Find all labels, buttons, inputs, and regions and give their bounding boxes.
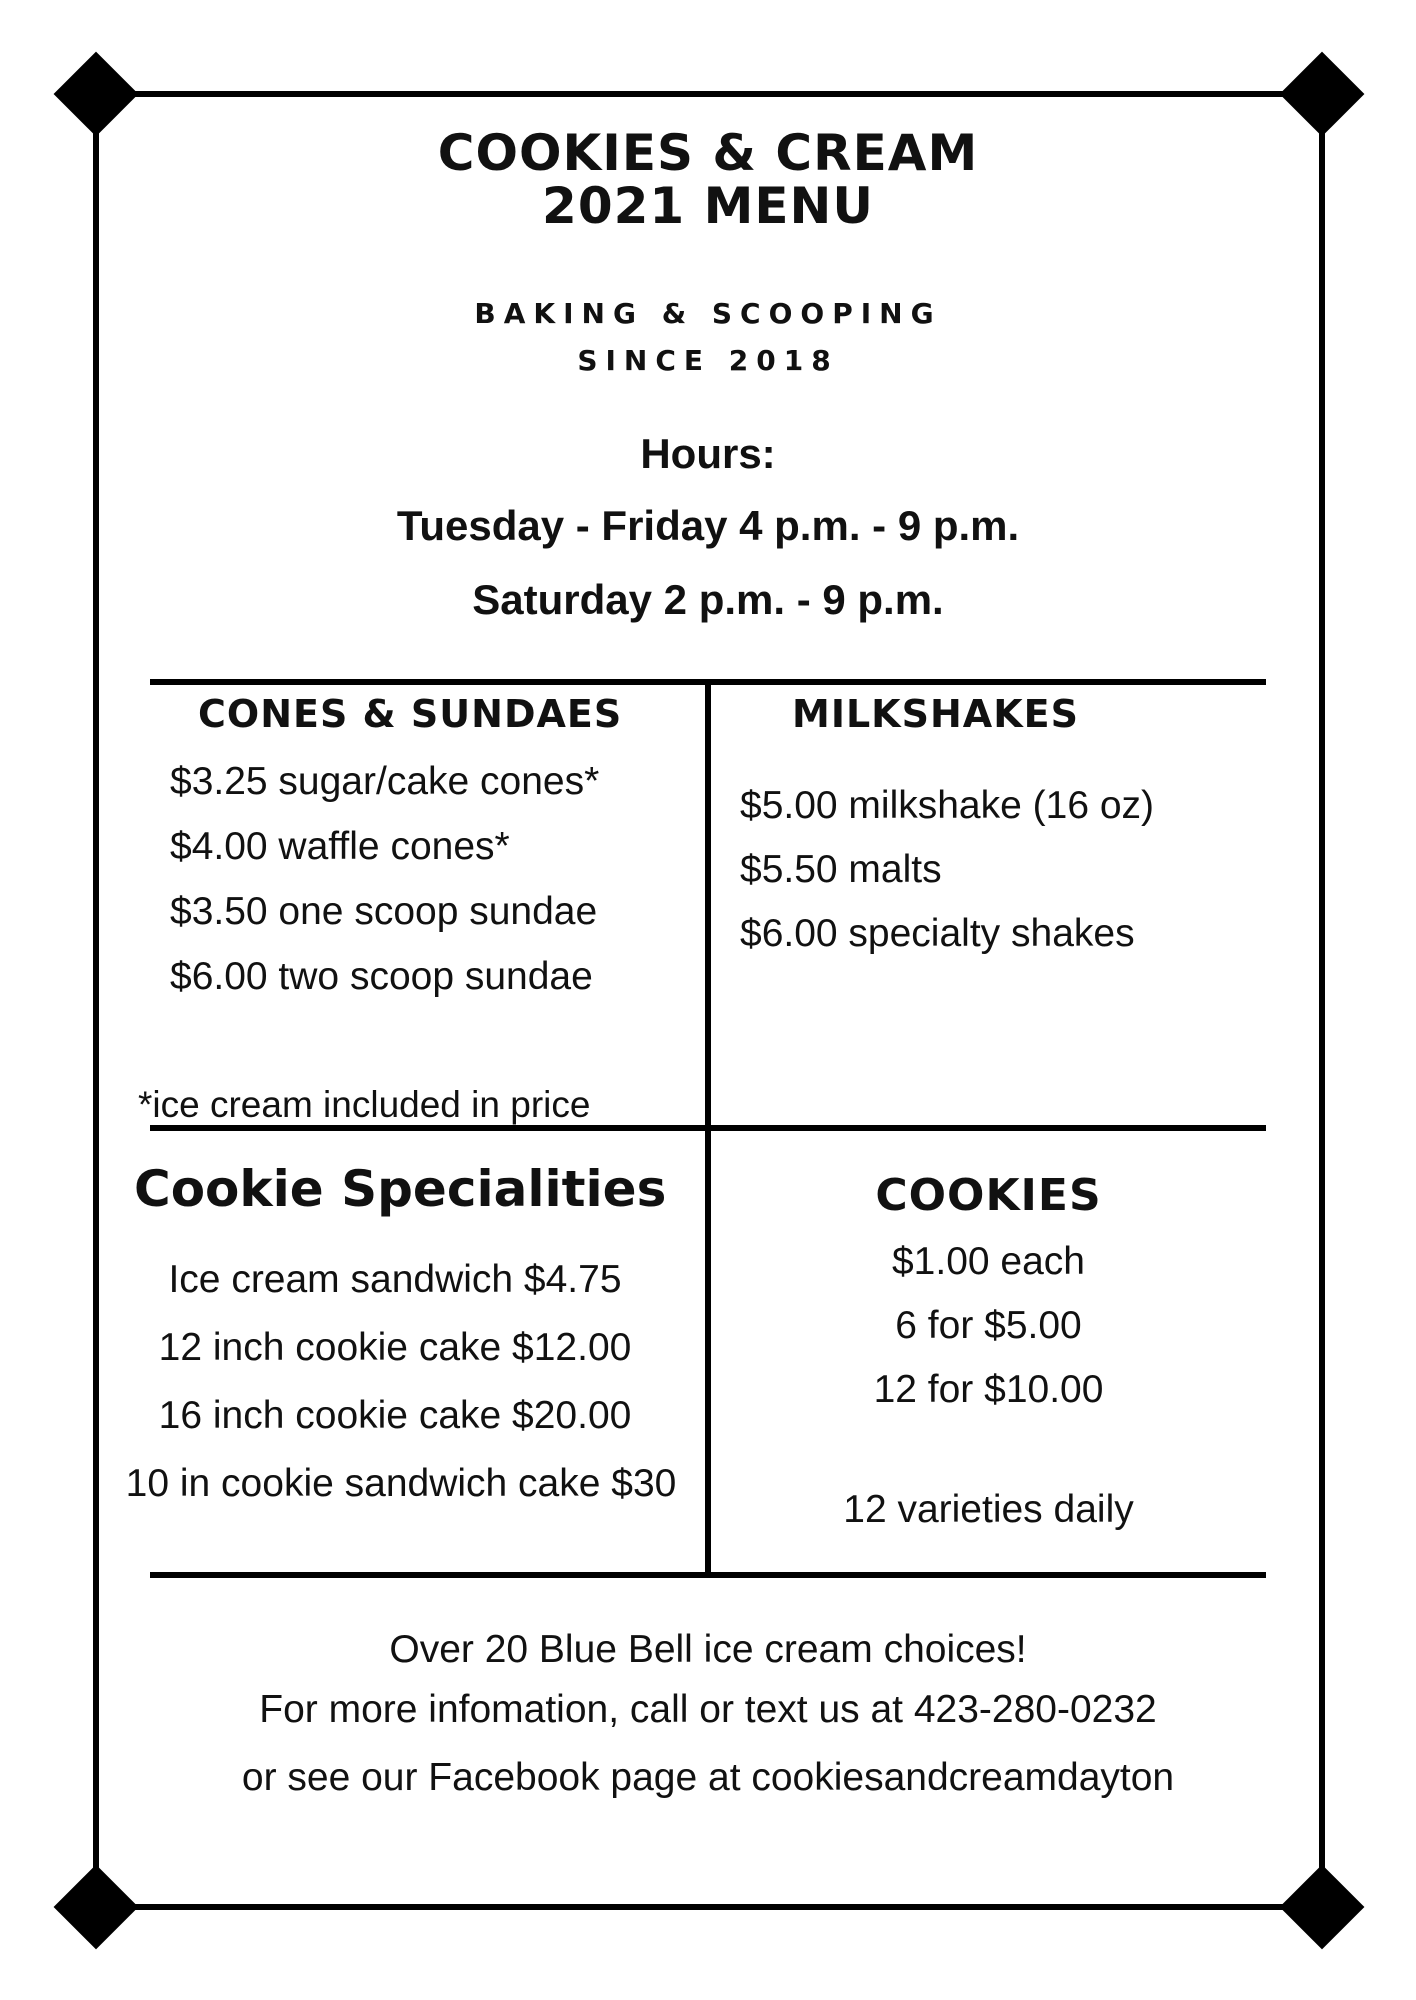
corner-diamond-icon [1280, 52, 1365, 137]
corner-diamond-icon [1280, 1865, 1365, 1950]
tagline-line1: BAKING & SCOOPING [474, 297, 942, 330]
list-item: $1.00 each [891, 1240, 1085, 1283]
corner-diamond-icon [54, 52, 139, 137]
hours-label: Hours: [640, 430, 776, 477]
menu-title-line1: COOKIES & CREAM [437, 124, 979, 182]
list-item: 16 inch cookie cake $20.00 [158, 1394, 632, 1437]
cones-sundaes-heading: CONES & SUNDAES [198, 692, 623, 736]
hours-saturday: Saturday 2 p.m. - 9 p.m. [472, 576, 944, 623]
list-item: 6 for $5.00 [895, 1304, 1082, 1347]
list-item: $3.25 sugar/cake cones* [170, 760, 600, 803]
list-item: $4.00 waffle cones* [170, 825, 510, 868]
list-item: $5.00 milkshake (16 oz) [740, 784, 1155, 827]
cookies-varieties-note: 12 varieties daily [843, 1488, 1134, 1531]
list-item: 12 inch cookie cake $12.00 [158, 1326, 632, 1369]
list-item: $6.00 two scoop sundae [170, 955, 593, 998]
hours-weekday: Tuesday - Friday 4 p.m. - 9 p.m. [396, 502, 1020, 549]
border-bottom [96, 1904, 1322, 1910]
footer-line1: Over 20 Blue Bell ice cream choices! [389, 1628, 1027, 1671]
list-item: Ice cream sandwich $4.75 [168, 1258, 622, 1301]
menu-title-line2: 2021 MENU [542, 177, 874, 235]
footer-line3: or see our Facebook page at cookiesandcreamdayton [241, 1756, 1175, 1799]
milkshakes-heading: MILKSHAKES [792, 692, 1079, 736]
corner-diamond-icon [54, 1865, 139, 1950]
cookies-heading: COOKIES [875, 1170, 1102, 1221]
border-top [96, 91, 1322, 97]
cookie-specialities-heading: Cookie Specialities [134, 1160, 667, 1218]
cones-footnote: *ice cream included in price [138, 1084, 591, 1125]
list-item: $3.50 one scoop sundae [170, 890, 598, 933]
grid-vertical-line [705, 679, 711, 1578]
list-item: 12 for $10.00 [873, 1368, 1104, 1411]
list-item: $5.50 malts [740, 848, 942, 891]
tagline-line2: SINCE 2018 [577, 344, 839, 377]
list-item: 10 in cookie sandwich cake $30 [125, 1462, 677, 1505]
footer-line2: For more infomation, call or text us at 423-280-0232 [259, 1688, 1157, 1731]
list-item: $6.00 specialty shakes [740, 912, 1135, 955]
